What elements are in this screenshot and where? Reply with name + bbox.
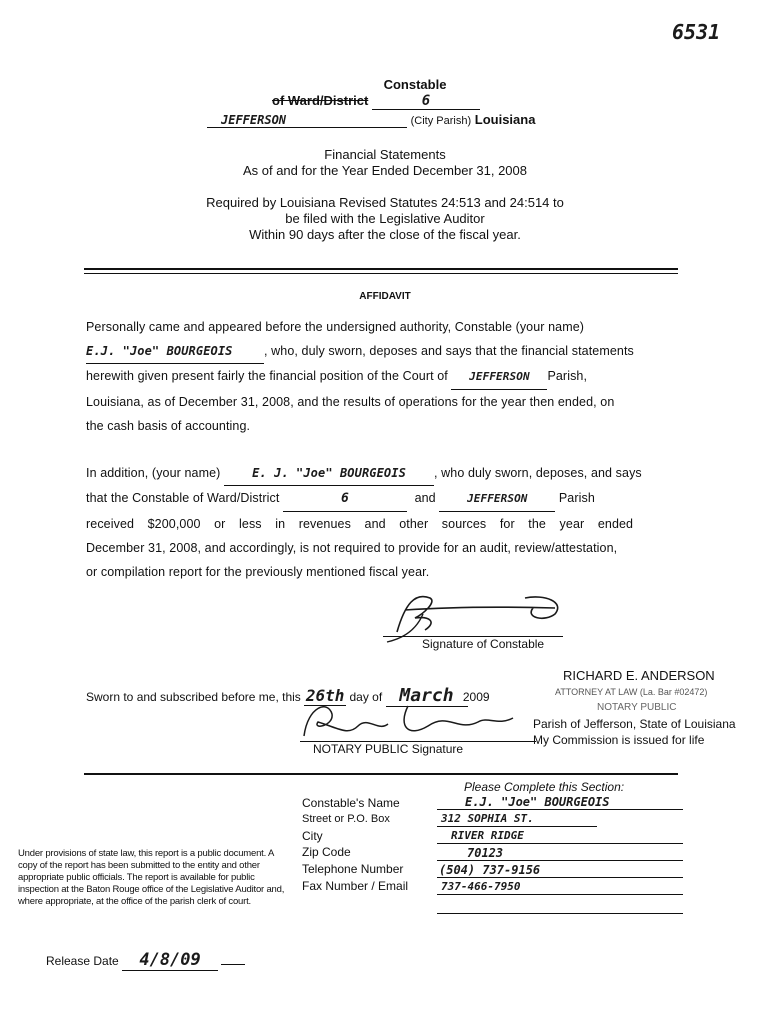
affidavit-paragraph-2 [86,461,681,584]
document-number: 6531 [672,20,721,44]
p2-line-2-text: that the Constable of Ward/District [86,491,280,505]
contact-label-fax: Fax Number / Email [302,879,409,893]
stamp-line-2: NOTARY PUBLIC [597,702,677,713]
state-label: Louisiana [474,112,536,127]
release-date-row [46,950,245,971]
affidavit-paragraph-1 [86,315,681,438]
header-divider [84,268,678,270]
notary-stamp [533,668,758,748]
p1-line-5: the cash basis of accounting. [86,419,251,433]
ward-district-label: of Ward/District [272,93,369,108]
required-line-3: Within 90 days after the close of the fiscal year. [249,227,521,242]
constable-signature [375,584,575,644]
form-title: Constable [383,77,447,92]
p2-line-1-text: In addition, (your name) [86,466,221,480]
contact-value-fax: 737-466-7950 [437,880,683,895]
contact-value-phone: (504) 737-9156 [437,863,683,878]
court-parish-value: JEFFERSON [451,365,547,390]
parish-value-2: JEFFERSON [439,487,555,512]
p1-line-2 [86,339,681,364]
constable-name-1: E.J. "Joe" BOURGEOIS [86,339,264,364]
p2-line-1 [86,461,681,486]
required-line-1: Required by Louisiana Revised Statutes 24:513 and 24:514 to [206,195,564,210]
affidavit-heading: AFFIDAVIT [359,291,411,302]
contact-value-city: RIVER RIDGE [437,829,683,844]
sworn-year: 2009 [462,690,490,704]
release-date-label: Release Date [46,954,119,968]
parish-value: JEFFERSON [207,113,407,128]
contact-label-city: City [302,829,323,843]
p2-line-4: December 31, 2008, and accordingly, is not required to provide for an audit, review/attestation, [86,541,618,555]
contact-label-name: Constable's Name [302,796,400,810]
release-date-value: 4/8/09 [122,950,218,971]
p1-line-2-text: , who, duly sworn, deposes and says that the financial statements [264,344,634,358]
contact-labels [302,796,437,895]
p1-line-4: Louisiana, as of December 31, 2008, and the results of operations for the year then ended, on [86,395,615,409]
ward-district-value-2: 6 [283,487,407,512]
contact-heading: Please Complete this Section: [464,780,625,794]
p2-line-2 [86,486,681,512]
contact-value-street: 312 SOPHIA ST. [437,812,597,827]
p2-line-1-end: , who duly sworn, deposes, and says [434,466,642,480]
stamp-line-1: ATTORNEY AT LAW (La. Bar #02472) [555,687,708,697]
stamp-name: RICHARD E. ANDERSON [563,668,715,683]
ward-district-value: 6 [372,93,480,110]
sworn-divider [84,773,678,775]
contact-value-name: E.J. "Joe" BOURGEOIS [437,795,683,810]
constable-name-2: E. J. "Joe" BOURGEOIS [224,461,434,486]
sworn-day: 26th [305,686,345,705]
p1-line-3 [86,364,681,390]
p2-line-5: or compilation report for the previously mentioned fiscal year. [86,565,430,579]
parish-label: (City Parish) [410,115,472,127]
p1-line-3-text: herewith given present fairly the financial position of the Court of [86,369,448,383]
sworn-day-of: day of [349,690,383,704]
stamp-line-3: Parish of Jefferson, State of Louisiana [533,717,736,731]
p2-line-3: received $200,000 or less in revenues and other sources for the year ended [86,517,634,531]
parish-row [207,112,567,128]
contact-value-zip: 70123 [437,846,683,861]
p2-line-2-and: and [414,491,436,505]
statement-period: As of and for the Year Ended December 31, 2008 [242,163,528,178]
required-line-2: be filed with the Legislative Auditor [285,211,485,226]
notary-signature-label: NOTARY PUBLIC Signature [313,742,464,756]
release-date-tail [221,964,245,965]
ward-district-row [272,93,502,110]
stamp-line-4: My Commission is issued for life [533,733,705,747]
p1-line-1: Personally came and appeared before the undersigned authority, Constable (your name) [86,320,585,334]
contact-label-phone: Telephone Number [302,862,404,876]
contact-label-street: Street or P.O. Box [302,813,390,825]
sworn-month: March [386,685,468,707]
statement-title: Financial Statements [324,147,446,162]
contact-extra-line [437,898,683,914]
contact-label-zip: Zip Code [302,845,351,859]
sworn-text: Sworn to and subscribed before me, this [86,690,301,704]
public-document-notice: Under provisions of state law, this report is a public document. A copy of the report has been submitted to the entity and other appropriate public officials. The report is available for public inspection at the Baton Rouge office of the Legislative Auditor and, where appropriate, at the office of the parish clerk of court. [18,848,285,907]
header-divider-thin [84,273,678,274]
p2-line-2-end: Parish [558,491,595,505]
notary-signature [298,696,538,746]
constable-signature-label: Signature of Constable [422,637,545,651]
p1-line-3-end: Parish, [547,369,588,383]
